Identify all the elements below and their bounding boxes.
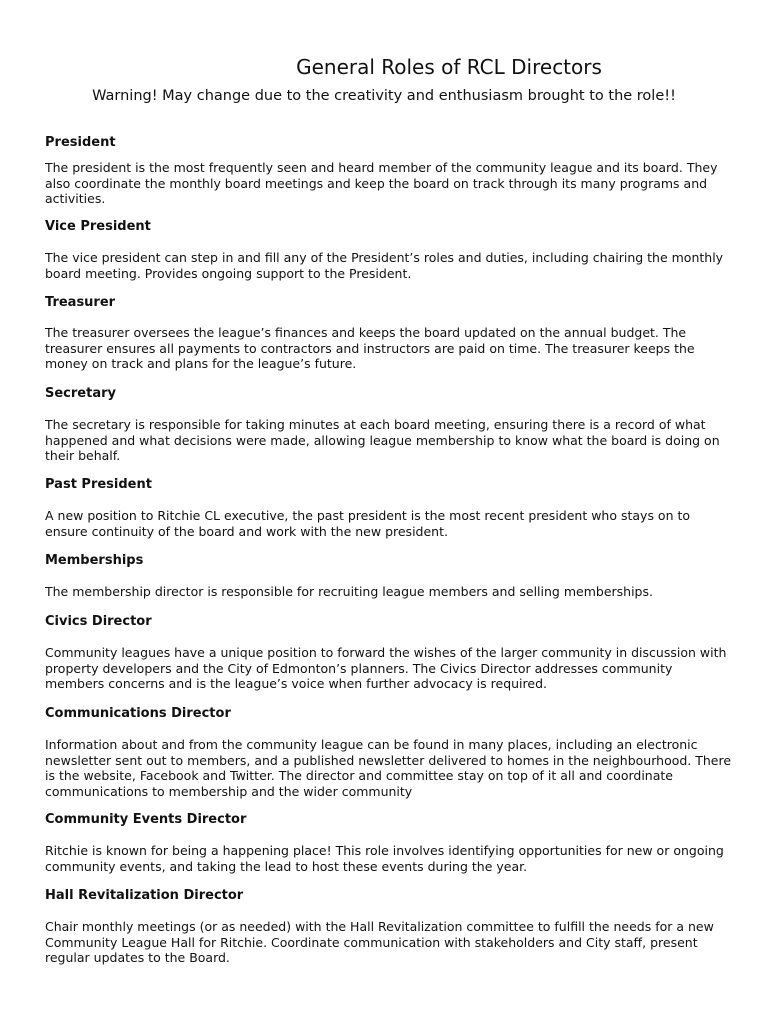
section-past-president — [45, 477, 735, 539]
section-body: The treasurer oversees the league’s finances and keeps the board updated on the annual budget. The treasurer ensures all payments to contractors and instructors are paid on time. The treasurer keeps the money on track and plans for the league’s future. — [45, 325, 695, 371]
section-vice-president — [45, 219, 735, 281]
section-heading: Vice President — [45, 219, 151, 234]
section-body: The secretary is responsible for taking minutes at each board meeting, ensuring there is a record of what happened and what decisions were made, allowing league membership to know what the board is doing on their behalf. — [45, 417, 720, 463]
section-heading: Hall Revitalization Director — [45, 888, 244, 903]
section-treasurer — [45, 295, 735, 372]
section-body: The president is the most frequently seen and heard member of the community league and its board. They also coordinate the monthly board meetings and keep the board on track through its many programs and activities. — [45, 160, 718, 206]
section-body: A new position to Ritchie CL executive, the past president is the most recent president who stays on to ensure continuity of the board and work with the new president. — [45, 508, 691, 539]
section-communications-director — [45, 706, 735, 799]
section-body: The membership director is responsible for recruiting league members and selling memberships. — [45, 584, 653, 599]
section-body: Chair monthly meetings (or as needed) with the Hall Revitalization committee to fulfill the needs for a new Community League Hall for Ritchie. Coordinate communication with stakeholders and City staff, present regular updates to the Board. — [45, 919, 714, 965]
section-secretary — [45, 386, 735, 464]
section-heading: Civics Director — [45, 614, 152, 629]
section-body: The vice president can step in and fill any of the President’s roles and duties, including chairing the monthly board meeting. Provides ongoing support to the President. — [45, 250, 724, 281]
section-president — [45, 135, 735, 207]
section-civics-director — [45, 614, 735, 692]
document-title: General Roles of RCL Directors — [296, 55, 602, 79]
section-hall-revitalization-director — [45, 888, 735, 966]
section-body: Community leagues have a unique position to forward the wishes of the larger community in discussion with property developers and the City of Edmonton’s planners. The Civics Director addresses community members concerns and is the league’s voice when further advocacy is required. — [45, 645, 727, 691]
section-memberships — [45, 553, 735, 600]
section-body: Information about and from the community league can be found in many places, including an electronic newsletter sent out to members, and a published newsletter delivered to homes in the neighbourhood. There is the website, Facebook and Twitter. The director and committee stay on top of it all and coordinate communications to membership and the wider community — [45, 737, 732, 799]
section-community-events-director — [45, 812, 735, 874]
section-body: Ritchie is known for being a happening place! This role involves identifying opportunities for new or ongoing community events, and taking the lead to host these events during the year. — [45, 843, 724, 874]
section-heading: Past President — [45, 477, 152, 492]
section-heading: Secretary — [45, 386, 116, 401]
section-heading: President — [45, 135, 116, 150]
document-subtitle: Warning! May change due to the creativity and enthusiasm brought to the role!! — [92, 88, 676, 104]
section-heading: Communications Director — [45, 706, 231, 721]
section-heading: Treasurer — [45, 295, 116, 310]
section-heading: Memberships — [45, 553, 144, 568]
section-heading: Community Events Director — [45, 812, 247, 827]
